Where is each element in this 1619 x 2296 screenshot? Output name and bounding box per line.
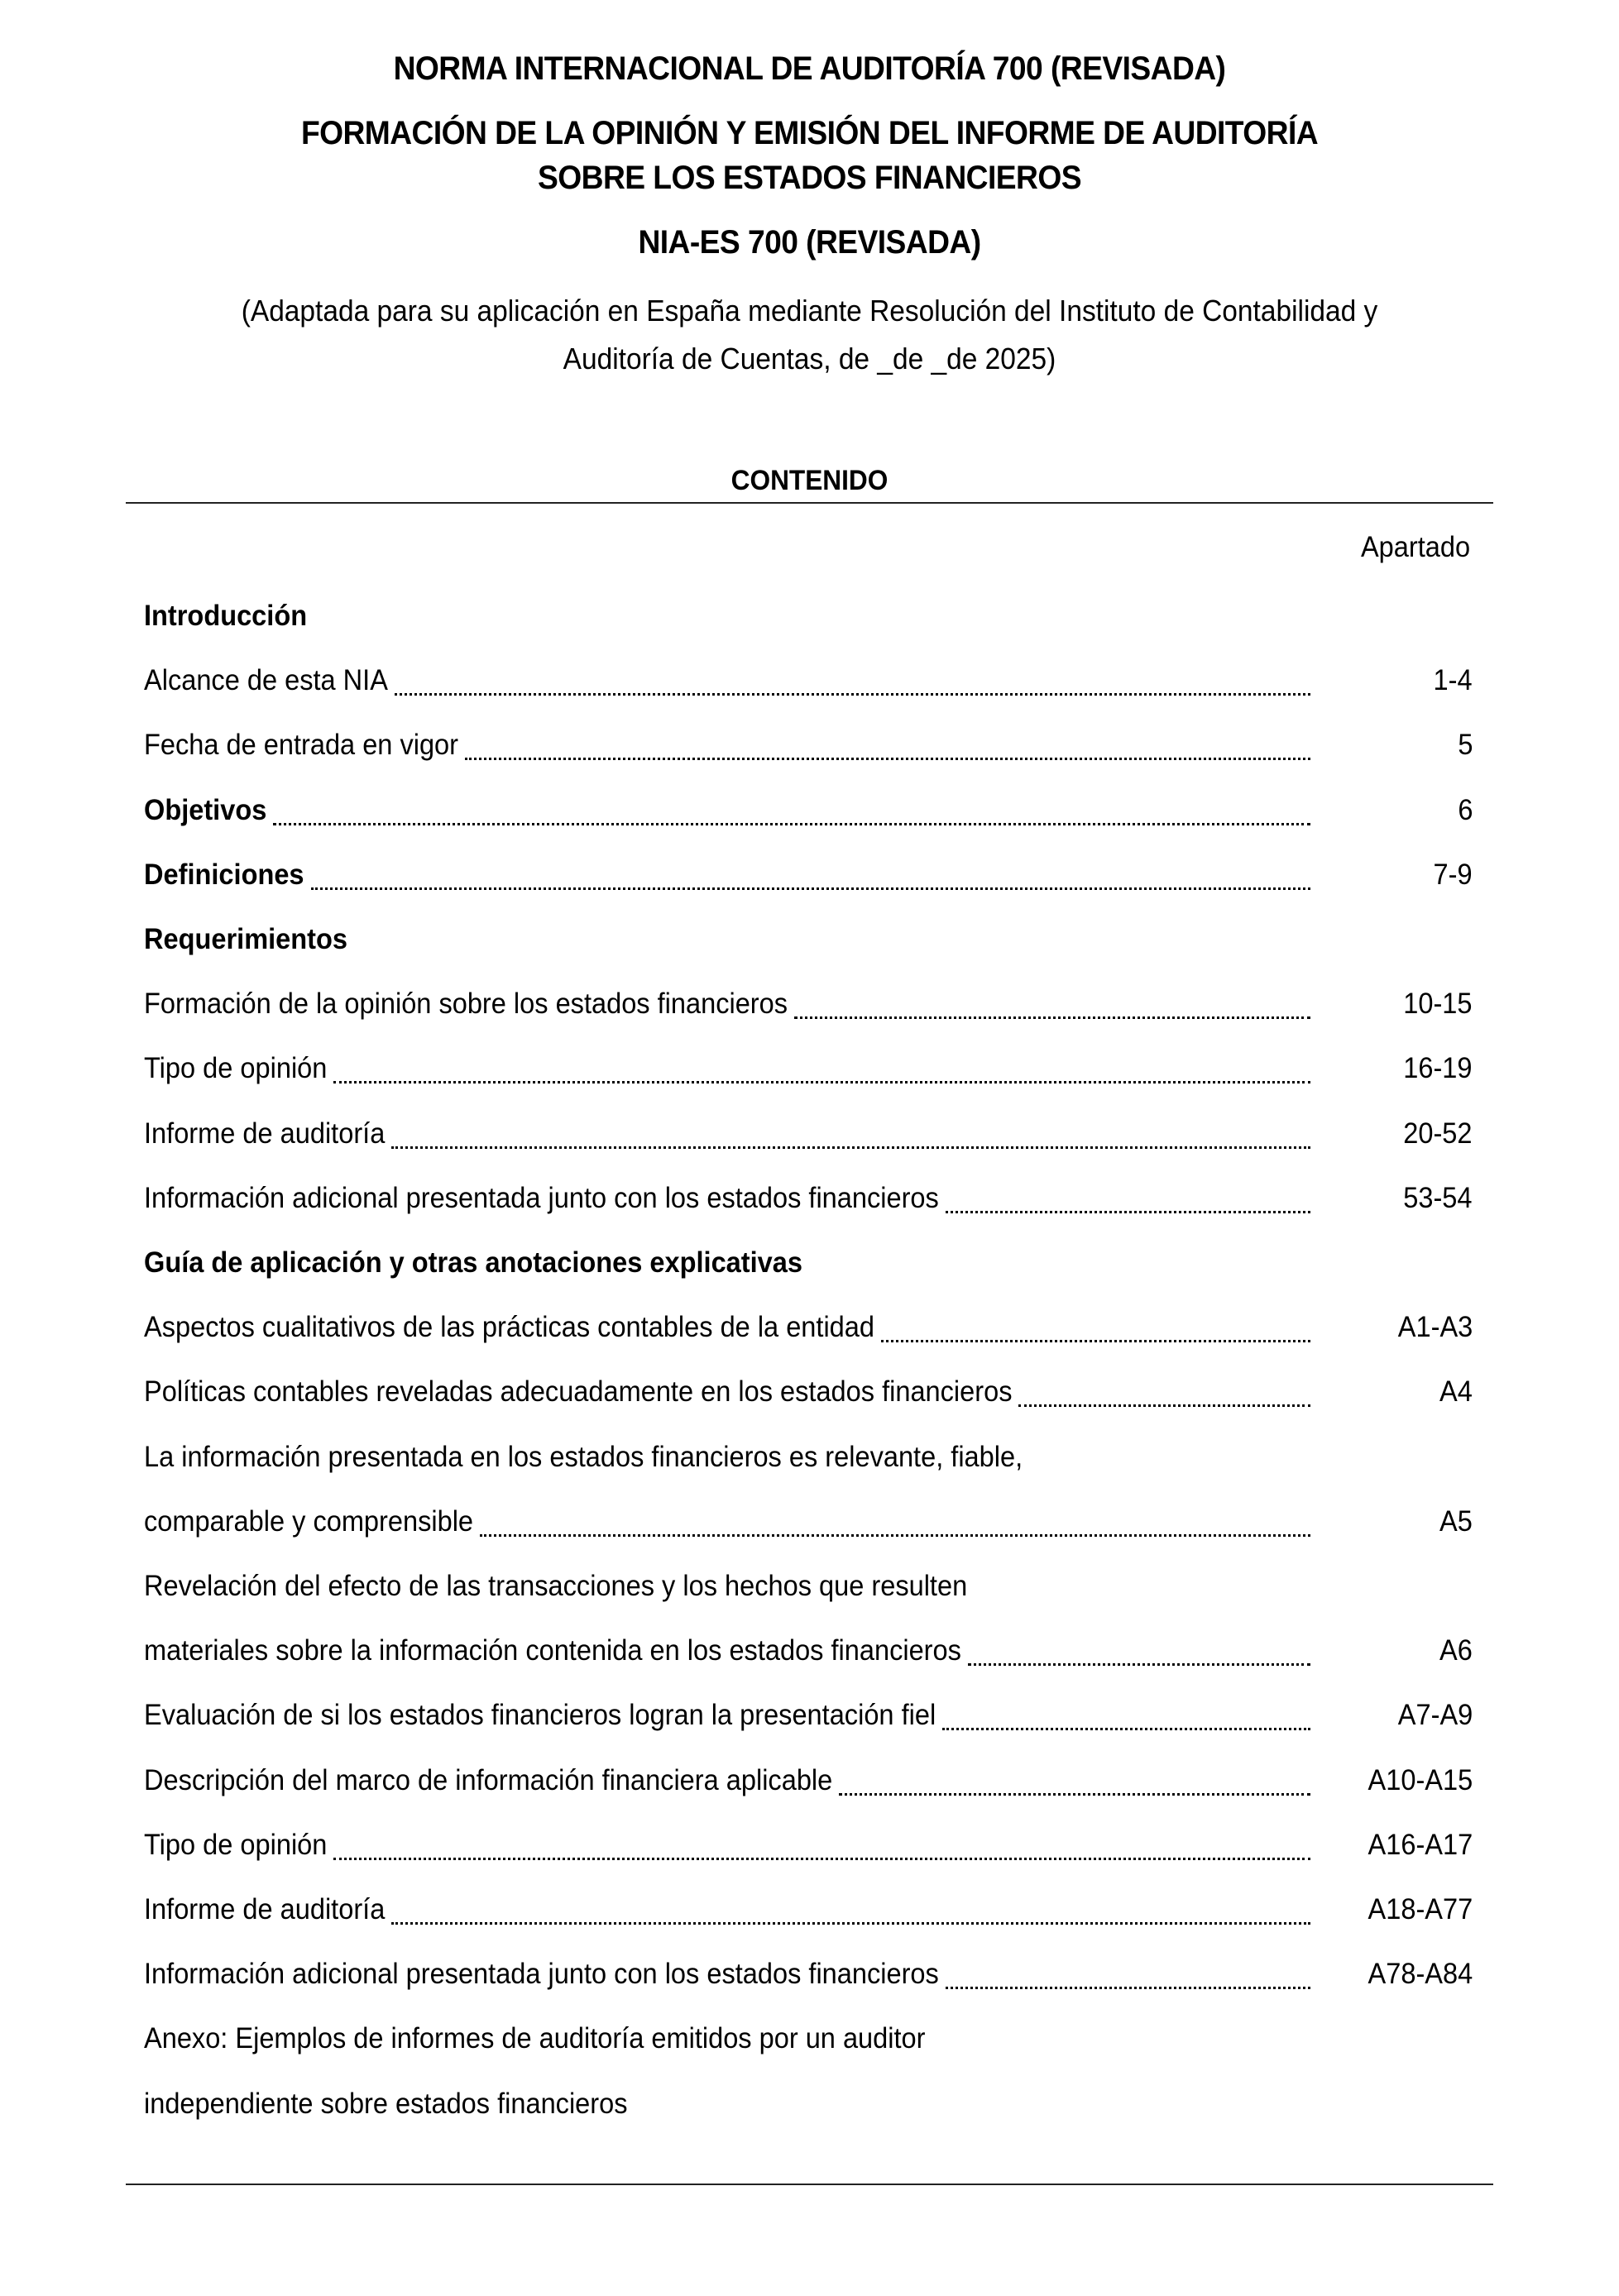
toc-entry-reference: 20-52 bbox=[1403, 1117, 1473, 1150]
toc-entry-continuation bbox=[144, 1437, 1473, 1478]
toc-entry-reference: 16-19 bbox=[1403, 1052, 1473, 1085]
dot-leader bbox=[480, 1531, 1310, 1537]
dot-leader bbox=[946, 1983, 1310, 1989]
toc-entry-label: Fecha de entrada en vigor bbox=[144, 729, 459, 762]
toc-entry[interactable] bbox=[144, 1371, 1473, 1413]
toc-entry-label: Informe de auditoría bbox=[144, 1893, 386, 1925]
dot-leader bbox=[333, 1078, 1310, 1083]
dot-leader bbox=[273, 820, 1310, 825]
toc-entry[interactable] bbox=[144, 1307, 1473, 1348]
dot-leader bbox=[839, 1790, 1310, 1796]
toc-entry-label: Informe de auditoría bbox=[144, 1117, 386, 1150]
toc-entry-reference: 10-15 bbox=[1403, 988, 1473, 1021]
toc-entry[interactable] bbox=[144, 725, 1473, 766]
toc-entry-reference: A10-A15 bbox=[1368, 1763, 1473, 1796]
toc-entry[interactable] bbox=[144, 1630, 1473, 1672]
toc-entry-label: Evaluación de si los estados financieros logran la presentación fiel bbox=[144, 1699, 936, 1732]
toc-entry[interactable] bbox=[144, 1178, 1473, 1219]
standard-code: NIA-ES 700 (REVISADA) bbox=[638, 224, 981, 261]
toc-entry-label: independiente sobre estados financieros bbox=[144, 2087, 628, 2120]
document-subtitle-line1: FORMACIÓN DE LA OPINIÓN Y EMISIÓN DEL INFORME DE AUDITORÍA bbox=[300, 115, 1319, 151]
toc-entry-label: Formación de la opinión sobre los estados financieros bbox=[144, 988, 788, 1021]
document-title: NORMA INTERNACIONAL DE AUDITORÍA 700 (REVISADA) bbox=[393, 50, 1226, 87]
toc-entry-label: Políticas contables reveladas adecuadamente en los estados financieros bbox=[144, 1375, 1013, 1409]
toc-entry-label: Objetivos bbox=[144, 793, 267, 826]
toc-entry-label: La información presentada en los estados financieros es relevante, fiable, bbox=[144, 1440, 1023, 1473]
toc-entry-label: Tipo de opinión bbox=[144, 1828, 328, 1861]
toc-entry-label: Anexo: Ejemplos de informes de auditoría emitidos por un auditor bbox=[144, 2022, 926, 2055]
toc-entry-label: Revelación del efecto de las transacciones y los hechos que resulten bbox=[144, 1570, 968, 1602]
toc-entry-label: Tipo de opinión bbox=[144, 1052, 328, 1085]
toc-entry-label: Alcance de esta NIA bbox=[144, 664, 388, 697]
dot-leader bbox=[333, 1854, 1310, 1860]
toc-entry[interactable] bbox=[144, 1695, 1473, 1736]
toc-top-divider bbox=[126, 502, 1493, 504]
toc-entry[interactable] bbox=[144, 1501, 1473, 1543]
toc-entry[interactable] bbox=[144, 1760, 1473, 1801]
toc-entry-label: Requerimientos bbox=[144, 923, 347, 955]
dot-leader bbox=[395, 690, 1310, 696]
toc-entry[interactable] bbox=[144, 660, 1473, 701]
toc-entry-label: Información adicional presentada junto con los estados financieros bbox=[144, 1181, 939, 1214]
dot-leader bbox=[391, 1143, 1310, 1149]
dot-leader bbox=[942, 1724, 1310, 1730]
toc-entry-label: Información adicional presentada junto con los estados financieros bbox=[144, 1958, 939, 1991]
document-subtitle-line2: SOBRE LOS ESTADOS FINANCIEROS bbox=[538, 160, 1081, 196]
toc-section-heading bbox=[144, 596, 1473, 637]
toc-entry-label: comparable y comprensible bbox=[144, 1504, 474, 1538]
toc-entry-label: materiales sobre la información contenida en los estados financieros bbox=[144, 1634, 961, 1667]
toc-entry-reference: 6 bbox=[1457, 793, 1473, 826]
toc-entry-label: Aspectos cualitativos de las prácticas contables de la entidad bbox=[144, 1311, 874, 1344]
toc-entry-label: Definiciones bbox=[144, 858, 304, 891]
dot-leader bbox=[1018, 1401, 1310, 1407]
dot-leader bbox=[968, 1660, 1310, 1666]
toc-entry[interactable] bbox=[144, 983, 1473, 1025]
toc-entry-label: Descripción del marco de información financiera aplicable bbox=[144, 1763, 833, 1796]
toc-column-label: Apartado bbox=[1360, 531, 1470, 563]
dot-leader bbox=[391, 1919, 1310, 1925]
toc-entry-reference: A5 bbox=[1439, 1504, 1473, 1538]
toc-bottom-divider bbox=[126, 2184, 1493, 2185]
dot-leader bbox=[881, 1337, 1310, 1342]
adaptation-note-line2: Auditoría de Cuentas, de _de _de 2025) bbox=[563, 342, 1056, 375]
toc-entry-reference: A7-A9 bbox=[1397, 1699, 1473, 1732]
dot-leader bbox=[794, 1013, 1310, 1019]
toc-entry-continuation bbox=[144, 1566, 1473, 1607]
toc-entry-label: Introducción bbox=[144, 600, 308, 632]
toc-section-heading bbox=[144, 919, 1473, 960]
toc-entry-continuation bbox=[144, 2083, 1473, 2125]
toc-entry[interactable] bbox=[144, 1954, 1473, 1995]
toc-entry[interactable] bbox=[144, 1048, 1473, 1089]
toc-entry[interactable] bbox=[144, 790, 1473, 831]
toc-entry[interactable] bbox=[144, 1113, 1473, 1155]
toc-entry[interactable] bbox=[144, 1889, 1473, 1930]
toc-entry-reference: A6 bbox=[1439, 1634, 1473, 1667]
toc-entry-reference: A16-A17 bbox=[1368, 1828, 1473, 1861]
toc-heading: CONTENIDO bbox=[730, 465, 889, 496]
toc-entry-continuation bbox=[144, 2018, 1473, 2059]
toc-entry-reference: A78-A84 bbox=[1368, 1958, 1473, 1991]
toc-entry[interactable] bbox=[144, 854, 1473, 896]
toc-entry-reference: A4 bbox=[1439, 1375, 1473, 1409]
toc-entry-reference: 7-9 bbox=[1433, 858, 1473, 891]
toc-entry-label: Guía de aplicación y otras anotaciones explicativas bbox=[144, 1246, 802, 1279]
toc-entry-reference: A1-A3 bbox=[1397, 1311, 1473, 1344]
toc-entry-reference: 53-54 bbox=[1403, 1181, 1473, 1214]
toc-entry-reference: 1-4 bbox=[1433, 664, 1473, 697]
toc-entry[interactable] bbox=[144, 1825, 1473, 1866]
adaptation-note-line1: (Adaptada para su aplicación en España mediante Resolución del Instituto de Contabilidad y bbox=[241, 294, 1378, 328]
toc-entry-reference: 5 bbox=[1457, 729, 1473, 762]
dot-leader bbox=[946, 1208, 1310, 1213]
toc-section-heading bbox=[144, 1242, 1473, 1284]
dot-leader bbox=[311, 884, 1310, 890]
dot-leader bbox=[465, 754, 1310, 760]
toc-entry-reference: A18-A77 bbox=[1368, 1893, 1473, 1925]
